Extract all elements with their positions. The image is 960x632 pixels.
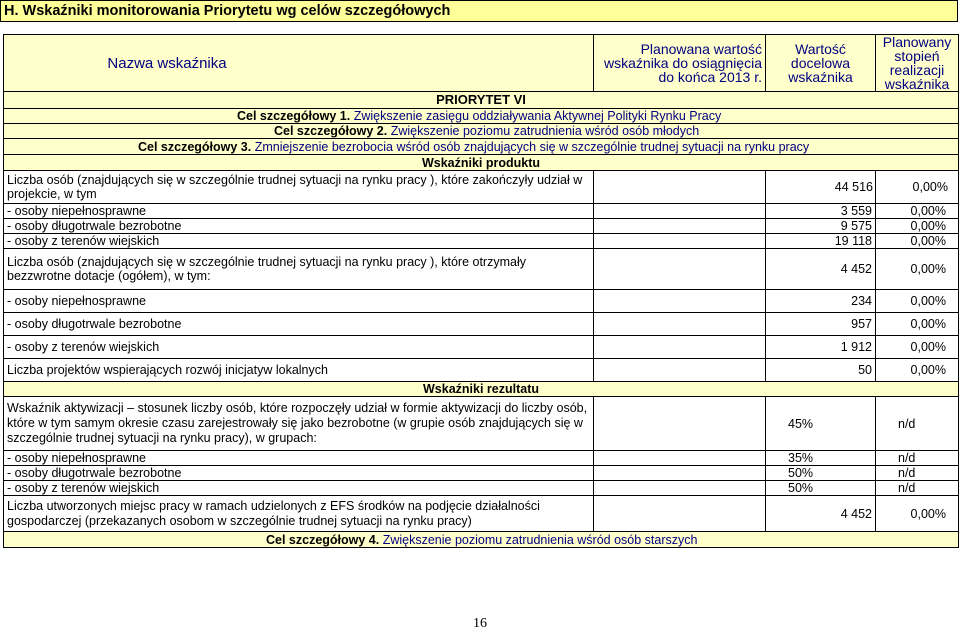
row-name: - osoby długotrwale bezrobotne: [4, 466, 594, 481]
row-name: - osoby niepełnosprawne: [4, 451, 594, 466]
row-pct: 0,00%: [876, 219, 959, 234]
table-row: [4, 451, 959, 466]
table-row: [4, 204, 959, 219]
table-row: [4, 313, 959, 336]
row-target: 957: [766, 313, 876, 336]
col-header-planned: Planowana wartość wskaźnika do osiągnięcia do końca 2013 r.: [594, 35, 766, 92]
row-target: 1 912: [766, 336, 876, 359]
header-row: [4, 35, 959, 92]
table-row: [4, 171, 959, 204]
goal-row-2: [4, 124, 959, 139]
section-result-label: Wskaźniki rezultatu: [4, 382, 959, 397]
row-pct: 0,00%: [876, 496, 959, 532]
section-product-label: Wskaźniki produktu: [4, 155, 959, 171]
row-target: 4 452: [766, 496, 876, 532]
row-pct: 0,00%: [876, 204, 959, 219]
goal-4-label: Cel szczegółowy 4.: [266, 532, 380, 547]
indicators-table: [3, 34, 959, 548]
row-target: 50%: [766, 481, 876, 496]
goal-row-3: [4, 139, 959, 155]
goal-1-label: Cel szczegółowy 1.: [237, 109, 351, 123]
section-row-product: [4, 155, 959, 171]
table-row: [4, 397, 959, 451]
row-name: - osoby z terenów wiejskich: [4, 481, 594, 496]
row-target: 35%: [766, 451, 876, 466]
row-name: Liczba projektów wspierających rozwój inicjatyw lokalnych: [4, 359, 594, 382]
table-row: [4, 290, 959, 313]
row-target: 9 575: [766, 219, 876, 234]
row-pct: 0,00%: [876, 313, 959, 336]
goal-row-1: [4, 109, 959, 124]
section-row-result: [4, 382, 959, 397]
row-pct: 0,00%: [876, 249, 959, 290]
goal-4-text: Zwiększenie poziomu zatrudnienia wśród osób starszych: [379, 532, 698, 547]
row-name: - osoby niepełnosprawne: [4, 204, 594, 219]
col-header-target: Wartość docelowa wskaźnika: [766, 35, 876, 92]
table-row: [4, 496, 959, 532]
table-row: [4, 336, 959, 359]
row-target: 4 452: [766, 249, 876, 290]
row-name: - osoby z terenów wiejskich: [4, 336, 594, 359]
row-pct: n/d: [876, 466, 959, 481]
row-name: Liczba utworzonych miejsc pracy w ramach udzielonych z EFS środków na podjęcie działalności gospodarczej (przekazanych osobom w szczególnie trudnej sytuacji na rynku pracy): [4, 496, 594, 532]
row-target: 44 516: [766, 171, 876, 204]
row-pct: 0,00%: [876, 359, 959, 382]
table-row: [4, 481, 959, 496]
table-row: [4, 466, 959, 481]
row-name: - osoby długotrwale bezrobotne: [4, 313, 594, 336]
row-pct: 0,00%: [876, 336, 959, 359]
row-name: Wskaźnik aktywizacji – stosunek liczby osób, które rozpoczęły udział w formie aktywizacji do liczby osób, które w tym samym okresie czasu zarejestrowały się jako bezrobotne (w grupie osób znajdujących się w szczególnie trudnej sytuacji na rynku pracy), w grupach:: [4, 397, 594, 451]
table-row: [4, 234, 959, 249]
row-pct: n/d: [876, 481, 959, 496]
row-pct: n/d: [876, 397, 959, 451]
section-header: H. Wskaźniki monitorowania Priorytetu wg celów szczegółowych: [0, 0, 958, 22]
row-target: 19 118: [766, 234, 876, 249]
row-target: 234: [766, 290, 876, 313]
goal-1-text: Zwiększenie zasięgu oddziaływania Aktywnej Polityki Rynku Pracy: [350, 109, 722, 123]
row-name: - osoby długotrwale bezrobotne: [4, 219, 594, 234]
table-row: [4, 249, 959, 290]
goal-3-label: Cel szczegółowy 3.: [138, 139, 252, 154]
table-row: [4, 219, 959, 234]
page-number: 16: [473, 616, 487, 631]
row-name: - osoby z terenów wiejskich: [4, 234, 594, 249]
row-name: Liczba osób (znajdujących się w szczególnie trudnej sytuacji na rynku pracy ), które otrzymały bezzwrotne dotacje (ogółem), w tym:: [4, 249, 594, 290]
col-header-realization: Planowany stopień realizacji wskaźnika: [876, 35, 959, 92]
row-target: 50: [766, 359, 876, 382]
row-pct: 0,00%: [876, 290, 959, 313]
priority-label: PRIORYTET VI: [4, 92, 959, 109]
goal-row-4: [4, 532, 959, 548]
row-pct: 0,00%: [876, 171, 959, 204]
row-target: 50%: [766, 466, 876, 481]
row-target: 3 559: [766, 204, 876, 219]
row-pct: 0,00%: [876, 234, 959, 249]
table-row: [4, 359, 959, 382]
col-header-name: Nazwa wskaźnika: [4, 35, 594, 92]
goal-2-label: Cel szczegółowy 2.: [274, 124, 388, 138]
priority-row: [4, 92, 959, 109]
row-pct: n/d: [876, 451, 959, 466]
goal-3-text: Zmniejszenie bezrobocia wśród osób znajdujących się w szczególnie trudnej sytuacji na rynku pracy: [251, 139, 810, 154]
row-name: - osoby niepełnosprawne: [4, 290, 594, 313]
goal-2-text: Zwiększenie poziomu zatrudnienia wśród osób młodych: [387, 124, 700, 138]
row-target: 45%: [766, 397, 876, 451]
row-name: Liczba osób (znajdujących się w szczególnie trudnej sytuacji na rynku pracy ), które zakończyły udział w projekcie, w tym: [4, 171, 594, 204]
